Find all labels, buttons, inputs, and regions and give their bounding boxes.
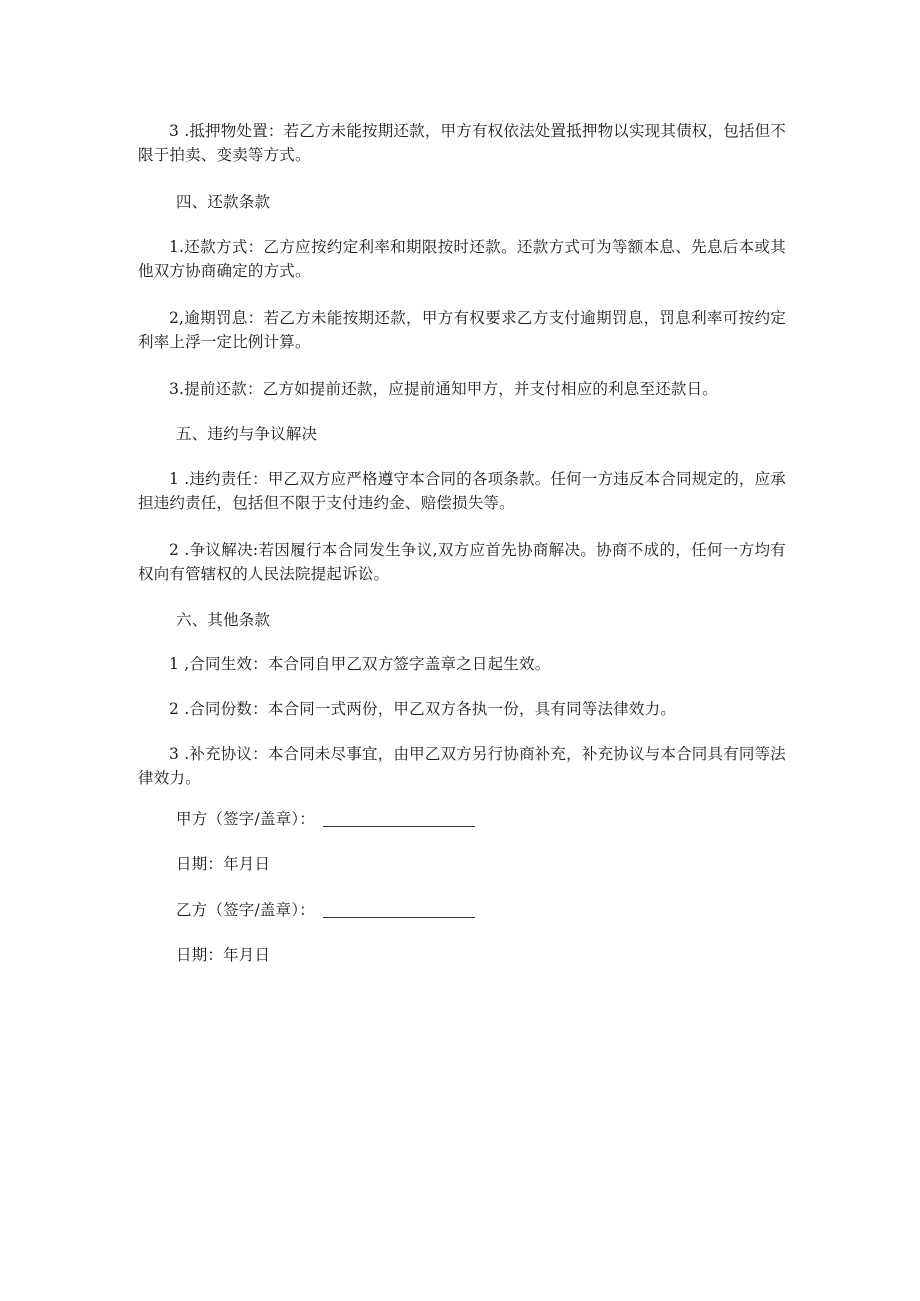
- clause-contract-effect: 1 ,合同生效：本合同自甲乙双方签字盖章之日起生效。: [169, 655, 551, 673]
- party-b-signature-line: [323, 917, 475, 918]
- section-breach-dispute-title: 五、违约与争议解决: [176, 425, 318, 443]
- section-repayment-title: 四、还款条款: [176, 193, 271, 211]
- clause-breach-liability: 1 .违约责任：甲乙双方应严格遵守本合同的各项条款。任何一方违反本合同规定的，应承担违约责任，包括但不限于支付违约金、赔偿损失等。: [138, 470, 786, 512]
- party-a-signature-row: [176, 807, 475, 831]
- section-other-terms-title: 六、其他条款: [176, 611, 271, 629]
- party-b-signature-row: [176, 898, 475, 922]
- clause-supplementary-agreement: 3 .补充协议：本合同未尽事宜，由甲乙双方另行协商补充，补充协议与本合同具有同等法律效力。: [138, 745, 786, 787]
- clause-contract-copies: 2 .合同份数：本合同一式两份，甲乙双方各执一份，具有同等法律效力。: [169, 700, 677, 718]
- party-b-date: 日期：年月日: [176, 946, 271, 964]
- party-a-label: 甲方（签字/盖章）：: [176, 810, 315, 828]
- clause-early-repayment: 3.提前还款：乙方如提前还款，应提前通知甲方，并支付相应的利息至还款日。: [169, 380, 718, 398]
- party-b-label: 乙方（签字/盖章）：: [176, 901, 315, 919]
- clause-overdue-penalty: 2,逾期罚息：若乙方未能按期还款，甲方有权要求乙方支付逾期罚息，罚息利率可按约定利率上浮一定比例计算。: [138, 309, 786, 351]
- clause-repayment-method: 1.还款方式：乙方应按约定利率和期限按时还款。还款方式可为等额本息、先息后本或其他双方协商确定的方式。: [138, 238, 786, 280]
- clause-dispute-resolution: 2 .争议解决:若因履行本合同发生争议,双方应首先协商解决。协商不成的，任何一方均有权向有管辖权的人民法院提起诉讼。: [138, 541, 786, 583]
- party-a-date: 日期：年月日: [176, 855, 271, 873]
- clause-collateral-disposal: 3 .抵押物处置：若乙方未能按期还款，甲方有权依法处置抵押物以实现其债权，包括但不限于拍卖、变卖等方式。: [138, 122, 786, 164]
- party-a-signature-line: [323, 826, 475, 827]
